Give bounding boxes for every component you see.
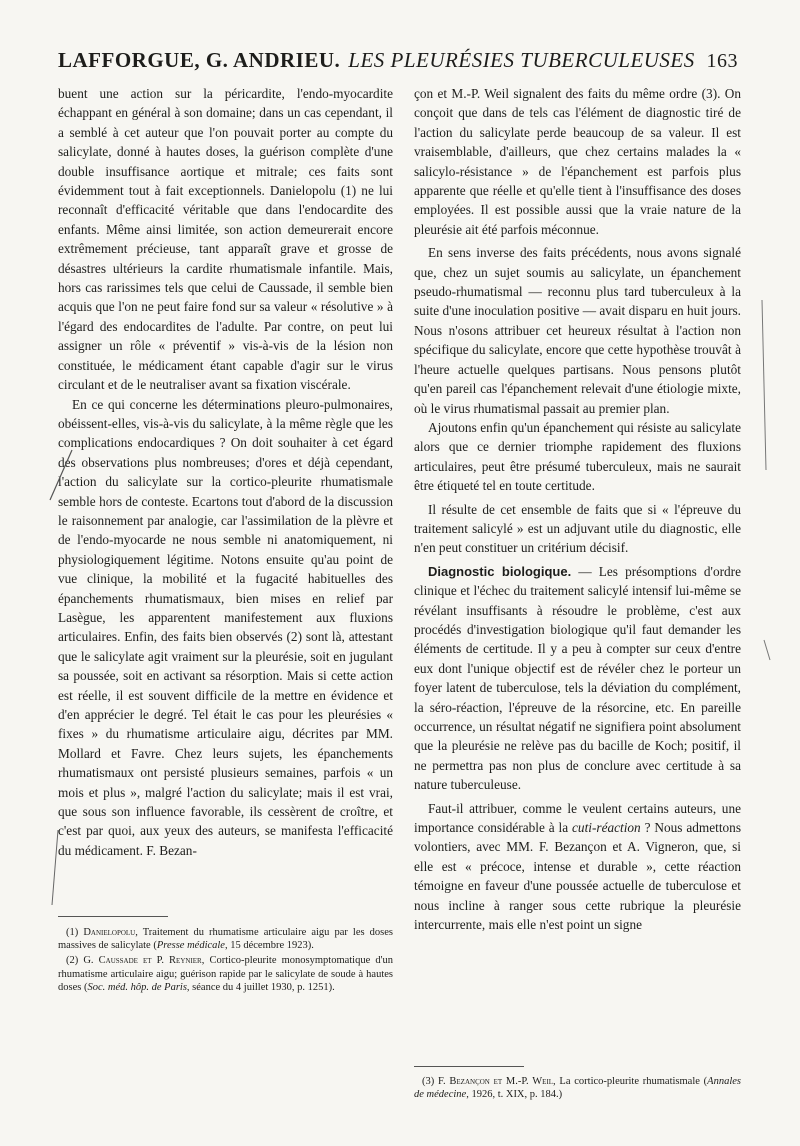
margin-mark-right-2 [764,640,770,660]
left-column [58,84,393,860]
footnote-1: (1) Danielopolu, Traitement du rhumatisme articulaire aigu par les doses massives de salicylate (Presse médicale, 15 décembre 1923). [58,927,393,952]
footnote-divider-right [414,1066,524,1067]
header-title: LES PLEURÉSIES TUBERCULEUSES [348,48,695,72]
running-header [58,48,738,80]
footnote-2: (2) G. Caussade et P. Reynier, Cortico-pleurite monosymptomatique d'un rhumatisme articulaire aigu; guérison rapide par le salicylate de soude à hautes doses (Soc. méd. hôp. de Paris, séance du 4 juillet 1930, p. 1251). [58,955,393,993]
right-column [414,84,741,934]
right-paragraph-6: Faut-il attribuer, comme le veulent certains auteurs, une importance considérable à la cuti-réaction ? Nous admettons volontiers, avec MM. F. Bezançon et A. Vigneron, que, si elle est « précoce, intense et durable », cette réaction témoigne en faveur d'une poussée actuelle de tuberculose et nous incline à ranger sous cette rubrique la pleurésie intercurrente, mais elle n'est point un signe [414,800,741,933]
left-footnotes [58,926,393,996]
left-paragraph-2: En ce qui concerne les déterminations pleuro-pulmonaires, obéissent-elles, vis-à-vis du salicylate, à la même règle que les complications endocardiques ? On doit souhaiter à cet égard des observations plus nombreuses; d'ores et déjà cependant, l'action du salicylate sur la cortico-pleurite rhumatismale semble hors de conteste. Ecartons tout d'abord de la discussion le raisonnement par analogie, car l'assimilation de la plèvre et de l'endo-myocarde ne nous semble ni anatomiquement, ni physiologiquement légitime. Notons ensuite qu'au point de vue clinique, la mobilité et la fugacité habituelles des épanchements rhumatismaux, bien mises en relief par Lasègue, les apparentent manifestement aux fluxions articulaires. Enfin, des faits bien observés (2) sont là, attestant que le salicylate agit vraiment sur la pleurésie, soit en jugulant sa poussée, soit en activant sa résorption. Mais si cette action est réelle, il est souvent difficile de la mettre en évidence et d'en apprécier le degré. Tel était le cas pour les pleurésies « fixes » du rhumatisme articulaire aigu, décrites par MM. Mollard et Favre. Chez leurs sujets, les épanchements rhumatismaux ont persisté plusieurs semaines, parfois « un mois et plus », malgré l'action du salicylate; mais il est vrai, que sous son influence favorable, ils cessèrent de croître, et c'est par quoi, aux yeux des auteurs, se manifesta l'efficacité du médicament. F. Bezan- [58,396,393,858]
left-paragraph-1: buent une action sur la péricardite, l'endo-myocardite échappant en général à son domaine; dans un cas cependant, il a semblé à cet auteur que l'on pouvait porter au compte du salicylate, donné à hautes doses, la guérison complète d'une double insuffisance aortique et mitrale; ces faits sont évidemment tout à fait exceptionnels. Danielopolu (1) ne lui reconnaît d'efficacité véritable que dans l'endocardite des enfants. Même ainsi limitée, son action demeurerait encore extrêmement précieuse, tant apparaît grave et grosse de désastres ultérieurs la cardite rhumatismale infantile. Mais, hors cas rarissimes tels que celui de Caussade, il semble bien acquis que l'on ne peut faire fond sur sa valeur « résolutive » à l'égard des endocardites de l'adulte. Par contre, on peut lui assigner un rôle « préventif » vis-à-vis de la lésion non constituée, le médicament étant capable d'agir sur le virus circulant et de le neutraliser avant sa fixation viscérale. [58,86,393,393]
margin-mark-right [762,300,766,470]
footnote-3: (3) F. Bezançon et M.-P. Weil, La cortico-pleurite rhumatismale (Annales de médecine, 1926, t. XIX, p. 184.) [414,1076,741,1101]
right-paragraph-3: Ajoutons enfin qu'un épanchement qui résiste au salicylate alors que ce dernier triomphe rapidement des fluxions articulaires, peut être présumé tuberculeux, mais ne saurait être étiqueté tel en toute certitude. [414,419,741,494]
footnote-divider-left [58,916,168,917]
section-subheading: Diagnostic biologique. [428,563,572,579]
right-paragraph-4: Il résulte de cet ensemble de faits que si « l'épreuve du traitement salicylé » est un adjuvant utile du diagnostic, elle n'en peut constituer un critérium décisif. [414,501,741,556]
header-authors: LAFFORGUE, G. ANDRIEU. [58,48,341,72]
right-footnotes [414,1075,741,1103]
page-number: 163 [706,50,738,72]
right-paragraph-1: çon et M.-P. Weil signalent des faits du même ordre (3). On conçoit que dans de tels cas l'élément de diagnostic tiré de l'action du salicylate perde beaucoup de sa valeur. Il est vraisemblable, d'ailleurs, que chez certains malades la « salicylo-résistance » de l'épanchement est parfois plus apparente que réelle et qu'elle tient à l'insuffisance des doses employées. Il est possible aussi que la vraie nature de la pleurésie ait été parfois méconnue. [414,86,741,237]
right-paragraph-5: Diagnostic biologique. — Les présomptions d'ordre clinique et l'échec du traitement salicylé intensif lui-même se révélant insuffisants à résoudre le problème, c'est aux procédés d'investigation biologique qu'il faut demander les éléments de certitude. Il y a peu à compter sur ceux d'entre eux dont l'unique objectif est de révéler chez le porteur un foyer latent de tuberculose, tels la déviation du complément, la séro-réaction, l'épreuve de la résorcine, etc. En pareille occurrence, un résultat négatif ne signifiera point absolument que la pleurésie ne relève pas du bacille de Koch; positif, il ne permettra pas non plus de conclure avec certitude à sa nature tuberculeuse. [414,563,741,793]
right-paragraph-2: En sens inverse des faits précédents, nous avons signalé que, chez un sujet soumis au salicylate, un épanchement pseudo-rhumatismal — reconnu plus tard tuberculeux à la suite d'une inoculation positive — avait disparu en huit jours. Nous n'osons attribuer cet heureux résultat à l'action non spécifique du salicylate, encore que cette hypothèse trouvât à l'heure actuelle quelques partisans. Nous pensons plutôt qu'en pareil cas l'épanchement relevait d'une étiologie mixte, où le virus rhumatismal passait au premier plan. [414,245,741,416]
